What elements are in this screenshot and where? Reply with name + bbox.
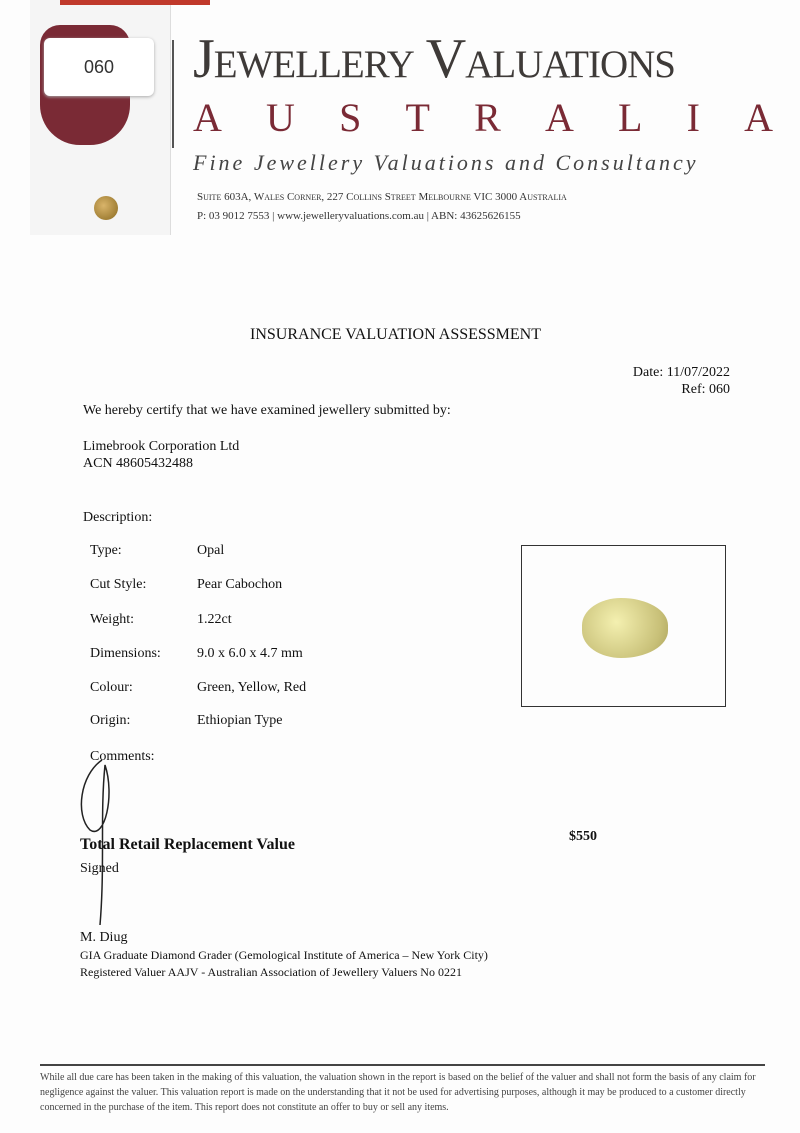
- document-heading: INSURANCE VALUATION ASSESSMENT: [250, 326, 542, 343]
- date: Date: 11/07/2022: [632, 365, 730, 380]
- company-country: A U S T R A L I A: [193, 95, 773, 140]
- address: Suite 603A, Wales Corner, 227 Collins Street Melbourne VIC 3000 Australia: [197, 191, 567, 203]
- bag-label: 060: [44, 38, 154, 96]
- contact-info: P: 03 9012 7553 | www.jewelleryvaluations.com.au | ABN: 43625626155: [197, 210, 521, 222]
- total-value: $550: [569, 829, 597, 844]
- date-ref: [633, 364, 730, 398]
- certify-text: We hereby certify that we have examined jewellery submitted by:: [83, 403, 451, 418]
- gem-photo: [521, 545, 726, 707]
- client-acn: ACN 48605432488: [83, 456, 194, 471]
- total-label: Total Retail Replacement Value: [80, 836, 295, 853]
- signed-label: Signed: [80, 861, 119, 876]
- field-cut-style: Cut Style: Pear Cabochon: [90, 577, 283, 592]
- logo-divider: [172, 40, 174, 148]
- tagline: Fine Jewellery Valuations and Consultancy: [193, 150, 699, 175]
- disclaimer: While all due care has been taken in the making of this valuation, the valuation shown in the report is based on the belief of the valuer and shall not form the basis of any claim for negligence against the valuer. This valuation report is made on the understanding that it not be used for advertising purposes, although it may be produced to a customer directly concerned in the purchase of the item. This report does not constitute an offer to buy or sell any items.: [40, 1072, 756, 1113]
- company-name: Jewellery Valuations: [193, 28, 675, 90]
- field-colour: Colour: Green, Yellow, Red: [90, 680, 307, 695]
- signer-credential-aajv: Registered Valuer AAJV - Australian Association of Jewellery Valuers No 0221: [80, 965, 462, 979]
- sample-bag-photo: [30, 0, 171, 235]
- description-label: Description:: [83, 510, 153, 525]
- opal-stone: [582, 598, 668, 658]
- field-dimensions: Dimensions: 9.0 x 6.0 x 4.7 mm: [90, 646, 303, 661]
- ref: Ref: 060: [681, 382, 730, 397]
- field-type: Type: Opal: [90, 543, 225, 558]
- client-name: Limebrook Corporation Ltd: [83, 439, 240, 454]
- field-weight: Weight: 1.22ct: [90, 612, 232, 627]
- field-origin: Origin: Ethiopian Type: [90, 713, 283, 728]
- footer-divider: [40, 1064, 765, 1066]
- gem-in-bag: [94, 196, 118, 220]
- signer-credential-gia: GIA Graduate Diamond Grader (Gemological Institute of America – New York City): [80, 948, 488, 962]
- comments-label: Comments:: [90, 749, 155, 764]
- signer-name: M. Diug: [80, 930, 128, 945]
